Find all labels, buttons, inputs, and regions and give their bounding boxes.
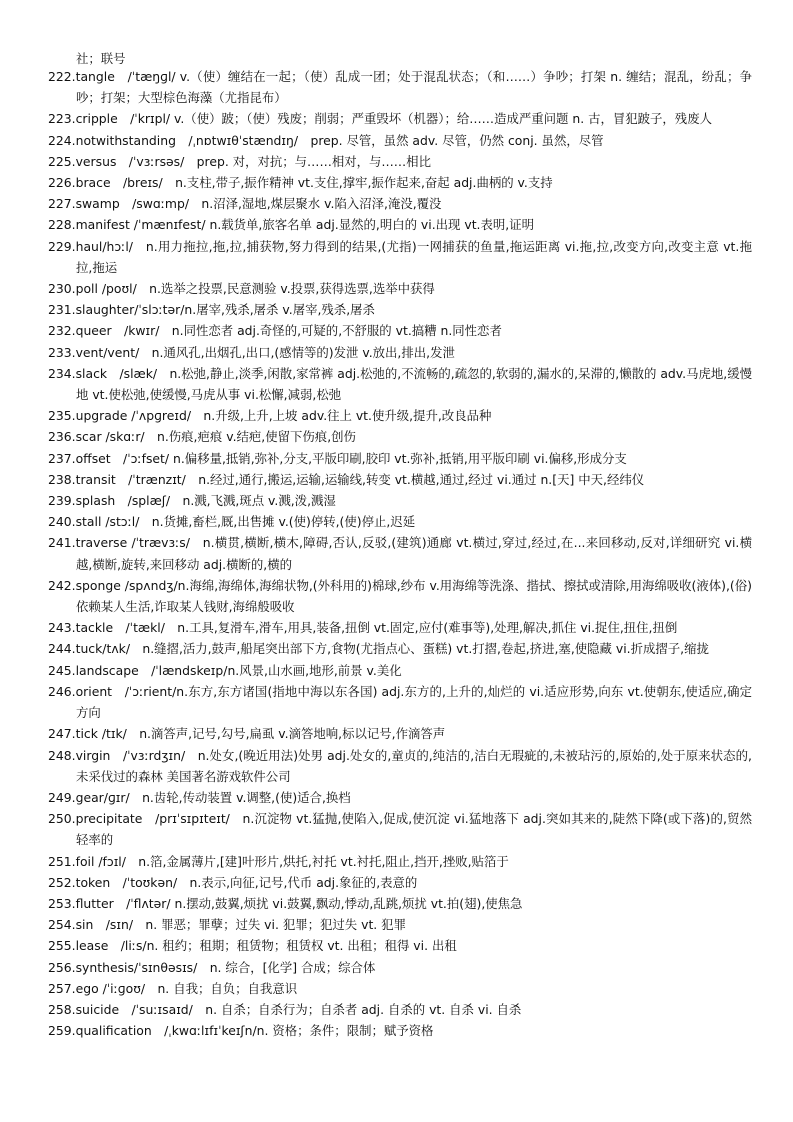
vocab-entry: 237.offset /ˈɔːfset/ n.偏移量,抵销,弥补,分支,平版印刷,胶印 vt.弥补,抵销,用平版印刷 vi.偏移,形成分支 <box>48 450 627 466</box>
vocab-entry: 250.precipitate /prɪˈsɪpɪteɪt/ n.沉淀物 vt.猛抛,使陷入,促成,使沉淀 vi.猛地落下 adj.突如其来的,陡然下降(或下落)的,贸然轻率的 <box>48 811 752 848</box>
vocab-entry: 234.slack /slæk/ n.松弛,静止,淡季,闲散,家常裤 adj.松弛的,不流畅的,疏忽的,软弱的,漏水的,呆滞的,懒散的 adv.马虎地,缓慢地 vt.使松弛,使缓慢,马虎从事 vi.松懈,减弱,松弛 <box>48 365 752 403</box>
vocab-entry: 238.transit /ˈtrænzɪt/ n.经过,通行,搬运,运输,运输线,转变 vt.横越,通过,经过 vi.通过 n.[天] 中天,经纬仪 <box>48 471 645 487</box>
vocab-entry: 224.notwithstanding /ˌnɒtwɪθˈstændɪŋ/ prep. 尽管，虽然 adv. 尽管，仍然 conj. 虽然，尽管 <box>48 132 604 148</box>
vocab-entry: 232.queer /kwɪr/ n.同性恋者 adj.奇怪的,可疑的,不舒服的 vt.搞糟 n.同性恋者 <box>48 323 502 339</box>
vocab-entry: 246.orient /ˈɔːrient/n.东方,东方诸国(指地中海以东各国) adj.东方的,上升的,灿烂的 vi.适应形势,向东 vt.使朝东,使适应,确定方向 <box>48 683 752 721</box>
vocab-entry: 233.vent/vent/ n.通风孔,出烟孔,出口,(感情等的)发泄 v.放出,排出,发泄 <box>48 344 455 360</box>
vocab-entry: 229.haul/hɔːl/ n.用力拖拉,拖,拉,捕获物,努力得到的结果,(尤指)一网捕获的鱼量,拖运距离 vi.拖,拉,改变方向,改变主意 vt.拖拉,拖运 <box>48 238 752 275</box>
vocab-entry: 255.lease /liːs/n. 租约；租期；租赁物；租赁权 vt. 出租；租得 vi. 出租 <box>48 938 457 954</box>
vocab-entry: 242.sponge /spʌndʒ/n.海绵,海绵体,海绵状物,(外科用的)棉球,纱布 v.用海绵等洗涤、揩拭、擦拭或清除,用海绵吸收(液体),(俗)依赖某人生活,诈取某人钱财,海绵般吸收 <box>48 577 752 615</box>
vocab-entry: 252.token /ˈtoʊkən/ n.表示,向征,记号,代币 adj.象征的,表意的 <box>48 874 418 890</box>
vocab-entry: 231.slaughter/ˈslɔːtər/n.屠宰,残杀,屠杀 v.屠宰,残杀,屠杀 <box>48 302 375 318</box>
vocab-entry: 236.scar /skɑːr/ n.伤痕,疤痕 v.结疤,使留下伤痕,创伤 <box>48 429 356 445</box>
vocab-entry: 222.tangle /ˈtæŋɡl/ v.（使）缠结在一起；（使）乱成一团；处于混乱状态；（和……）争吵；打架 n. 缠结；混乱，纷乱；争吵；打架；大型棕色海藻（尤指昆布） <box>48 69 752 106</box>
vocab-entry: 226.brace /breɪs/ n.支柱,带子,振作精神 vt.支住,撑牢,振作起来,奋起 adj.曲柄的 v.支持 <box>48 175 553 191</box>
vocab-entry: 257.ego /ˈiːɡoʊ/ n. 自我；自负；自我意识 <box>48 980 298 996</box>
vocab-entry: 239.splash /splæʃ/ n.溅,飞溅,斑点 v.溅,泼,溅湿 <box>48 493 336 509</box>
vocab-entry: 223.cripple /ˈkrɪpl/ v.（使）跛；（使）残废；削弱；严重毁坏（机器）；给……造成严重问题 n. 古，冒犯跛子，残废人 <box>48 111 712 127</box>
vocab-entry: 249.gear/ɡɪr/ n.齿轮,传动装置 v.调整,(使)适合,换档 <box>48 789 351 805</box>
vocab-entry: 227.swamp /swɑːmp/ n.沼泽,湿地,煤层聚水 v.陷入沼泽,淹没,覆没 <box>48 196 442 212</box>
continuation-text: 社；联号 <box>76 51 126 66</box>
vocab-entry: 230.poll /poʊl/ n.选举之投票,民意测验 v.投票,获得选票,选举中获得 <box>48 281 435 297</box>
vocabulary-list <box>48 66 752 1041</box>
vocab-entry: 247.tick /tɪk/ n.滴答声,记号,勾号,扁虱 v.滴答地响,标以记号,作滴答声 <box>48 726 446 742</box>
vocab-entry: 241.traverse /ˈtrævɜːs/ n.横贯,横断,横木,障碍,否认,反驳,(建筑)通廊 vt.横过,穿过,经过,在...来回移动,反对,详细研究 vi.横越,横断,旋转,来回移动 adj.横断的,横的 <box>48 535 752 572</box>
vocab-entry: 254.sin /sɪn/ n. 罪恶；罪孽；过失 vi. 犯罪；犯过失 vt. 犯罪 <box>48 917 406 933</box>
vocab-entry: 244.tuck/tʌk/ n.缝摺,活力,鼓声,船尾突出部下方,食物(尤指点心、蛋糕) vt.打摺,卷起,挤进,塞,使隐藏 vi.折成摺子,缩拢 <box>48 641 709 657</box>
vocab-entry: 225.versus /ˈvɜːrsəs/ prep. 对，对抗；与……相对，与……相比 <box>48 153 431 169</box>
vocab-entry: 259.qualification /ˌkwɑːlɪfɪˈkeɪʃn/n. 资格；条件；限制；赋予资格 <box>48 1023 434 1039</box>
vocab-entry: 248.virgin /ˈvɜːrdʒɪn/ n.处女,(晚近用法)处男 adj.处女的,童贞的,纯洁的,洁白无瑕疵的,未被玷污的,原始的,处于原来状态的,未采伐过的森林 美国著名游戏软件公司 <box>48 747 752 784</box>
vocab-entry: 245.landscape /ˈlændskeɪp/n.风景,山水画,地形,前景 v.美化 <box>48 662 402 678</box>
vocab-entry: 251.foil /fɔɪl/ n.箔,金属薄片,[建]叶形片,烘托,衬托 vt.衬托,阻止,挡开,挫败,贴箔于 <box>48 853 509 869</box>
vocab-entry: 235.upgrade /ˈʌpɡreɪd/ n.升级,上升,上坡 adv.往上 vt.使升级,提升,改良品种 <box>48 408 492 424</box>
vocab-entry: 253.flutter /ˈflʌtər/ n.摆动,鼓翼,烦扰 vi.鼓翼,飘动,悸动,乱跳,烦扰 vt.拍(翅),使焦急 <box>48 895 523 911</box>
vocab-entry: 228.manifest /ˈmænɪfest/ n.载货单,旅客名单 adj.显然的,明白的 vi.出现 vt.表明,证明 <box>48 217 534 233</box>
vocab-entry: 256.synthesis/ˈsɪnθəsɪs/ n. 综合，[化学] 合成；综合体 <box>48 959 376 975</box>
vocab-entry: 258.suicide /ˈsuːɪsaɪd/ n. 自杀；自杀行为；自杀者 adj. 自杀的 vt. 自杀 vi. 自杀 <box>48 1001 522 1017</box>
vocab-entry: 243.tackle /ˈtækl/ n.工具,复滑车,滑车,用具,装备,扭倒 vt.固定,应付(难事等),处理,解决,抓住 vi.捉住,扭住,扭倒 <box>48 620 678 636</box>
vocab-entry: 240.stall /stɔːl/ n.货摊,畜栏,厩,出售摊 v.(使)停转,(使)停止,迟延 <box>48 514 416 530</box>
